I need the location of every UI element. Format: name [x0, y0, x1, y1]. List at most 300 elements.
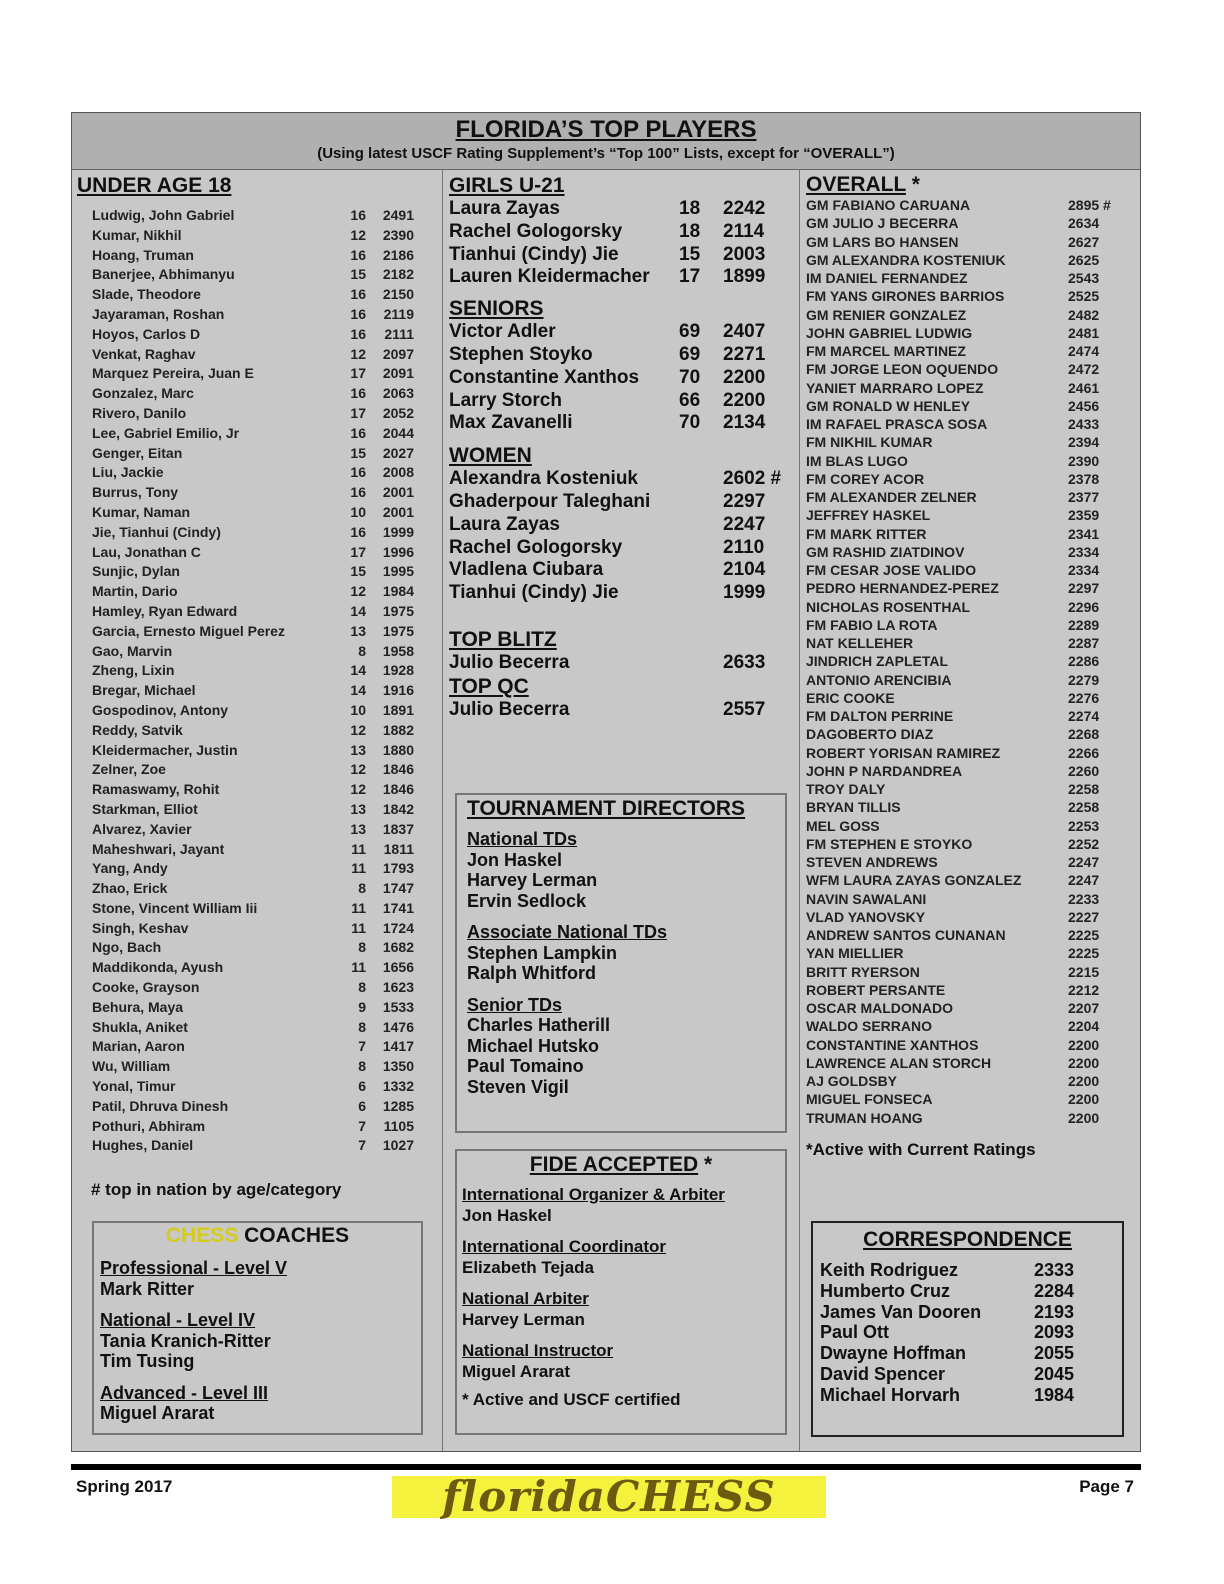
- table-row: [806, 343, 1136, 361]
- table-row: [92, 405, 437, 425]
- player-rating: 1476: [382, 1018, 414, 1035]
- table-row: [806, 982, 1136, 1000]
- player-rating: 1793: [382, 860, 414, 877]
- correspondent-name: Humberto Cruz: [820, 1280, 950, 1301]
- table-row: [806, 307, 1136, 325]
- player-rating: 1842: [382, 800, 414, 817]
- seniors-list: [449, 321, 794, 435]
- table-row: [92, 742, 437, 762]
- table-row: [92, 841, 437, 861]
- player-age: 17: [350, 543, 366, 560]
- table-row: [92, 563, 437, 583]
- player-age: 8: [358, 880, 366, 897]
- player-name: JEFFREY HASKEL: [806, 507, 931, 524]
- table-row: [449, 491, 794, 514]
- correspondent-rating: 2333: [1034, 1260, 1075, 1280]
- player-rating: 2461: [1068, 379, 1100, 396]
- player-age: 15: [350, 266, 366, 283]
- player-name: NAT KELLEHER: [806, 635, 914, 651]
- player-name: Lau, Jonathan C: [92, 543, 201, 560]
- seniors-title: SENIORS: [449, 297, 544, 321]
- table-row: [92, 603, 437, 623]
- table-row: [92, 326, 437, 346]
- player-name: WFM LAURA ZAYAS GONZALEZ: [806, 872, 1022, 889]
- table-row: [806, 471, 1136, 489]
- table-row: [806, 416, 1136, 434]
- player-name: Genger, Eitan: [92, 444, 183, 461]
- table-row: [806, 799, 1136, 817]
- player-age: 13: [350, 741, 366, 758]
- player-rating: 2334: [1068, 562, 1100, 578]
- player-rating: 1623: [382, 979, 414, 996]
- correspondent-rating: 2193: [1034, 1301, 1075, 1322]
- player-age: 16: [350, 484, 366, 501]
- table-row: [820, 1281, 1122, 1302]
- group-member: Ervin Sedlock: [467, 890, 587, 911]
- player-name: Sunjic, Dylan: [92, 563, 180, 580]
- player-name: Ramaswamy, Rohit: [92, 781, 220, 798]
- player-name: Vladlena Ciubara: [449, 559, 604, 581]
- player-rating: 2289: [1068, 616, 1100, 633]
- player-rating: 2200: [1068, 1073, 1100, 1089]
- player-name: Jayaraman, Roshan: [92, 305, 225, 322]
- player-name: STEVEN ANDREWS: [806, 854, 938, 870]
- group-member: Mark Ritter: [100, 1278, 195, 1299]
- table-row: [806, 380, 1136, 398]
- player-age: 12: [350, 781, 366, 798]
- player-name: YANIET MARRARO LOPEZ: [806, 379, 984, 396]
- table-row: [806, 1091, 1136, 1109]
- correspondent-name: Paul Ott: [820, 1322, 890, 1343]
- player-rating: 1984: [382, 583, 414, 600]
- player-rating: 2247: [1068, 872, 1100, 889]
- player-rating: 1846: [382, 761, 414, 778]
- player-name: Pothuri, Abhiram: [92, 1117, 206, 1134]
- table-row: [449, 344, 794, 367]
- overall-title: [806, 173, 1136, 197]
- correspondent-name: David Spencer: [820, 1363, 946, 1384]
- table-row: [449, 321, 794, 344]
- player-age: 13: [350, 800, 366, 817]
- player-name: ANDREW SANTOS CUNANAN: [806, 927, 1006, 943]
- table-row: [92, 544, 437, 564]
- player-name: AJ GOLDSBY: [806, 1073, 898, 1089]
- player-rating: 2286: [1068, 653, 1100, 670]
- player-rating: 2225: [1068, 927, 1100, 943]
- player-age: 70: [679, 412, 701, 434]
- player-rating: 2276: [1068, 689, 1100, 706]
- player-name: GM RENIER GONZALEZ: [806, 306, 967, 323]
- player-rating: 2287: [1068, 635, 1100, 651]
- table-row: [449, 514, 794, 537]
- player-age: 9: [358, 998, 366, 1015]
- player-rating: 2297: [1068, 580, 1100, 597]
- player-rating: 2482: [1068, 306, 1100, 323]
- player-name: FM YANS GIRONES BARRIOS: [806, 288, 1005, 305]
- player-name: Victor Adler: [449, 321, 556, 343]
- top-blitz-rating: 2633: [723, 651, 766, 673]
- player-name: Jie, Tianhui (Cindy): [92, 523, 221, 540]
- player-age: 17: [350, 404, 366, 421]
- tds-title: TOURNAMENT DIRECTORS: [467, 797, 746, 820]
- table-row: [92, 1098, 437, 1118]
- player-rating: 2433: [1068, 416, 1100, 432]
- group-member: Michael Hutsko: [467, 1035, 600, 1056]
- table-row: [92, 662, 437, 682]
- correspondence-box: [811, 1221, 1124, 1437]
- table-row: [820, 1364, 1122, 1385]
- overall-section: [806, 169, 1136, 1160]
- player-age: 10: [350, 503, 366, 520]
- player-age: 12: [350, 583, 366, 600]
- player-rating: 2247: [723, 513, 766, 535]
- player-rating: 2134: [723, 412, 766, 434]
- coaches-title-chess: CHESS: [165, 1224, 239, 1247]
- player-age: 7: [358, 1038, 366, 1055]
- player-name: Alvarez, Xavier: [92, 820, 192, 837]
- correspondent-rating: 1984: [1034, 1384, 1075, 1405]
- group-member: Stephen Lampkin: [467, 942, 618, 963]
- player-rating: 2111: [384, 325, 414, 342]
- player-age: 6: [358, 1078, 366, 1095]
- player-rating: 2200: [1068, 1036, 1100, 1053]
- table-row: [92, 939, 437, 959]
- table-row: [449, 582, 794, 605]
- group-member: Paul Tomaino: [467, 1056, 584, 1076]
- player-name: Kumar, Naman: [92, 503, 191, 520]
- table-row: [806, 544, 1136, 562]
- player-name: Yonal, Timur: [92, 1078, 176, 1095]
- table-row: [92, 524, 437, 544]
- player-rating: 1417: [382, 1038, 414, 1055]
- player-name: Rachel Gologorsky: [449, 220, 623, 242]
- player-name: FM STEPHEN E STOYKO: [806, 835, 973, 852]
- player-name: Slade, Theodore: [92, 286, 201, 303]
- player-rating: 2543: [1068, 270, 1100, 286]
- player-rating: 2200: [1068, 1109, 1100, 1126]
- table-row: [92, 643, 437, 663]
- player-name: IM RAFAEL PRASCA SOSA: [806, 416, 988, 432]
- footer-rule: [71, 1464, 1141, 1470]
- player-name: Bregar, Michael: [92, 682, 196, 699]
- player-rating: 2474: [1068, 343, 1100, 359]
- column-divider-2: [799, 169, 800, 1451]
- player-name: Singh, Keshav: [92, 919, 189, 936]
- fide-title-text: FIDE ACCEPTED: [529, 1153, 699, 1176]
- player-rating: 2625: [1068, 251, 1100, 268]
- group-label: National - Level IV: [100, 1310, 256, 1330]
- table-row: [92, 365, 437, 385]
- group-label: International Coordinator: [462, 1237, 666, 1256]
- player-name: Laura Zayas: [449, 198, 560, 219]
- player-rating: 2052: [382, 404, 414, 421]
- page-title: FLORIDA’S TOP PLAYERS: [455, 116, 757, 143]
- player-age: 8: [358, 1018, 366, 1035]
- group-member: Ralph Whitford: [467, 963, 596, 983]
- player-name: Max Zavanelli: [449, 412, 573, 434]
- player-age: 14: [350, 662, 366, 679]
- women-title: WOMEN: [449, 444, 532, 468]
- table-row: [806, 1110, 1136, 1128]
- table-row: [92, 1058, 437, 1078]
- player-name: Stephen Stoyko: [449, 343, 593, 365]
- overall-title-text: OVERALL: [806, 173, 906, 196]
- table-row: [806, 197, 1136, 215]
- table-row: [806, 635, 1136, 653]
- player-name: YAN MIELLIER: [806, 945, 904, 962]
- under18-footnote: # top in nation by age/category: [91, 1180, 342, 1200]
- fide-title: [457, 1153, 785, 1177]
- player-rating: 1656: [382, 959, 414, 976]
- table-row: [806, 361, 1136, 379]
- group-member: Steven Vigil: [467, 1076, 569, 1097]
- player-rating: 2150: [382, 286, 414, 303]
- table-row: [806, 398, 1136, 416]
- player-age: 16: [350, 523, 366, 540]
- player-age: 8: [358, 979, 366, 996]
- player-name: FM CESAR JOSE VALIDO: [806, 562, 977, 578]
- player-rating: 2378: [1068, 470, 1100, 487]
- player-rating: 1899: [723, 266, 766, 288]
- table-row: [92, 682, 437, 702]
- table-row: [92, 484, 437, 504]
- group-member: Tim Tusing: [100, 1351, 195, 1371]
- coaches-title: [94, 1224, 421, 1248]
- floridachess-logo: floridaCHESS: [392, 1476, 826, 1518]
- top-blitz-row: [449, 652, 794, 675]
- player-name: Hoang, Truman: [92, 246, 194, 263]
- table-row: [449, 468, 794, 491]
- player-age: 11: [351, 860, 366, 877]
- player-name: LAWRENCE ALAN STORCH: [806, 1054, 992, 1071]
- player-rating: 2407: [723, 321, 766, 343]
- player-rating: 1958: [382, 642, 414, 659]
- player-rating: 2091: [382, 365, 414, 382]
- table-row: [806, 818, 1136, 836]
- player-name: Lauren Kleidermacher: [449, 266, 650, 288]
- table-row: [92, 286, 437, 306]
- table-row: [806, 434, 1136, 452]
- player-name: Zheng, Lixin: [92, 662, 175, 679]
- player-rating: 2003: [723, 243, 766, 265]
- player-rating: 2114: [723, 220, 765, 242]
- player-rating: 2472: [1068, 361, 1100, 378]
- player-rating: 2044: [382, 424, 414, 441]
- player-rating: 1741: [382, 899, 414, 916]
- player-age: 10: [350, 701, 366, 718]
- player-name: JINDRICH ZAPLETAL: [806, 653, 949, 670]
- table-row: [820, 1302, 1122, 1323]
- table-row: [92, 1118, 437, 1138]
- player-name: Constantine Xanthos: [449, 366, 640, 388]
- player-name: Zhao, Erick: [92, 880, 168, 897]
- group-member: Miguel Ararat: [462, 1361, 571, 1381]
- table-row: [806, 270, 1136, 288]
- player-age: 14: [350, 602, 366, 619]
- player-name: Wu, William: [92, 1058, 171, 1075]
- player-name: BRYAN TILLIS: [806, 799, 901, 816]
- player-age: 11: [351, 919, 366, 936]
- table-row: [820, 1260, 1122, 1281]
- player-rating: 2215: [1068, 963, 1100, 980]
- table-row: [820, 1322, 1122, 1343]
- table-row: [806, 726, 1136, 744]
- player-name: FM DALTON PERRINE: [806, 708, 954, 724]
- table-row: [92, 346, 437, 366]
- group-label: International Organizer & Arbiter: [462, 1185, 725, 1204]
- player-name: FM MARCEL MARTINEZ: [806, 343, 966, 359]
- player-name: Ludwig, John Gabriel: [92, 207, 235, 223]
- table-row: [92, 761, 437, 781]
- table-row: [92, 1019, 437, 1039]
- player-rating: 1350: [382, 1058, 414, 1075]
- table-row: [449, 244, 794, 267]
- table-row: [92, 702, 437, 722]
- player-name: GM JULIO J BECERRA: [806, 215, 959, 232]
- table-row: [806, 781, 1136, 799]
- player-age: 69: [679, 343, 701, 365]
- player-name: TROY DALY: [806, 781, 886, 797]
- table-row: [92, 920, 437, 940]
- player-rating: 2895 #: [1068, 197, 1111, 213]
- player-age: 17: [350, 365, 366, 382]
- table-row: [806, 836, 1136, 854]
- footer-issue: Spring 2017: [76, 1477, 173, 1496]
- player-rating: 2258: [1068, 799, 1100, 816]
- column-divider-1: [442, 169, 443, 1451]
- player-name: BRITT RYERSON: [806, 963, 920, 980]
- player-age: 16: [350, 325, 366, 342]
- under18-section: [77, 169, 437, 1200]
- table-row: [806, 507, 1136, 525]
- girls-list: [449, 198, 794, 289]
- player-age: 12: [350, 345, 366, 362]
- table-row: [449, 559, 794, 582]
- overall-note: *Active with Current Ratings: [806, 1139, 1036, 1159]
- player-rating: 2182: [382, 266, 414, 283]
- player-name: Banerjee, Abhimanyu: [92, 266, 235, 283]
- player-name: Tianhui (Cindy) Jie: [449, 243, 619, 265]
- player-age: 12: [350, 226, 366, 243]
- table-row: [806, 964, 1136, 982]
- player-rating: 1999: [382, 523, 414, 540]
- player-age: 7: [358, 1137, 366, 1154]
- player-rating: 2227: [1068, 908, 1100, 925]
- player-name: Behura, Maya: [92, 998, 184, 1015]
- player-name: ROBERT PERSANTE: [806, 981, 946, 998]
- player-rating: 2008: [382, 464, 414, 481]
- player-rating: 2186: [382, 246, 414, 263]
- top-qc-name: Julio Becerra: [449, 698, 570, 720]
- overall-title-suffix: *: [905, 173, 920, 196]
- player-name: WALDO SERRANO: [806, 1018, 932, 1035]
- player-rating: 1811: [383, 840, 414, 857]
- group-member: Harvey Lerman: [467, 870, 598, 890]
- player-name: Martin, Dario: [92, 583, 178, 600]
- player-name: Hoyos, Carlos D: [92, 325, 201, 342]
- table-row: [449, 198, 794, 221]
- player-name: Shukla, Aniket: [92, 1018, 188, 1035]
- table-row: [806, 526, 1136, 544]
- player-name: FM FABIO LA ROTA: [806, 616, 938, 633]
- player-age: 16: [350, 246, 366, 263]
- player-name: FM MARK RITTER: [806, 525, 927, 542]
- player-rating: 2001: [382, 484, 414, 501]
- player-age: 11: [351, 959, 366, 976]
- table-row: [92, 464, 437, 484]
- player-age: 16: [350, 385, 366, 402]
- player-rating: 1916: [382, 682, 414, 699]
- player-rating: 2212: [1068, 981, 1100, 998]
- player-rating: 2200: [723, 389, 766, 411]
- player-name: Gonzalez, Marc: [92, 385, 194, 402]
- player-name: GM LARS BO HANSEN: [806, 233, 959, 250]
- player-age: 16: [350, 464, 366, 481]
- tds-box: [455, 793, 787, 1133]
- player-rating: 1027: [382, 1137, 414, 1154]
- player-name: GM RONALD W HENLEY: [806, 397, 971, 414]
- player-name: FM NIKHIL KUMAR: [806, 434, 933, 451]
- player-name: Ghaderpour Taleghani: [449, 490, 651, 512]
- player-rating: 2297: [723, 490, 766, 512]
- table-row: [806, 1018, 1136, 1036]
- player-name: Venkat, Raghav: [92, 345, 196, 362]
- player-rating: 2200: [1068, 1091, 1100, 1108]
- table-row: [806, 1055, 1136, 1073]
- table-row: [92, 247, 437, 267]
- player-rating: 1996: [382, 543, 414, 560]
- top-blitz-title: TOP BLITZ: [449, 627, 557, 651]
- player-rating: 2634: [1068, 215, 1100, 232]
- table-row: [806, 745, 1136, 763]
- correspondent-rating: 2045: [1034, 1363, 1075, 1384]
- table-row: [806, 215, 1136, 233]
- player-rating: 2247: [1068, 854, 1100, 870]
- player-age: [679, 491, 715, 514]
- player-name: Yang, Andy: [92, 860, 168, 877]
- table-row: [806, 1000, 1136, 1018]
- table-row: [92, 1078, 437, 1098]
- table-row: [449, 367, 794, 390]
- table-row: [92, 306, 437, 326]
- table-row: [449, 412, 794, 435]
- table-row: [806, 690, 1136, 708]
- player-rating: 2481: [1068, 324, 1100, 341]
- table-row: [806, 927, 1136, 945]
- player-name: VLAD YANOVSKY: [806, 908, 926, 925]
- player-rating: 2200: [1068, 1054, 1100, 1071]
- player-rating: 1891: [382, 701, 414, 718]
- under18-list: [92, 207, 437, 1157]
- player-rating: 2491: [382, 207, 414, 223]
- player-name: Liu, Jackie: [92, 464, 164, 481]
- correspondent-name: Dwayne Hoffman: [820, 1343, 967, 1364]
- player-name: IM BLAS LUGO: [806, 452, 908, 469]
- player-name: ROBERT YORISAN RAMIREZ: [806, 744, 1001, 761]
- correspondent-name: James Van Dooren: [820, 1301, 982, 1322]
- player-name: Hughes, Daniel: [92, 1137, 194, 1154]
- player-rating: 2627: [1068, 233, 1100, 250]
- coaches-box: [92, 1221, 423, 1435]
- player-name: Laura Zayas: [449, 513, 560, 535]
- table-row: [92, 583, 437, 603]
- player-rating: 2602 #: [723, 468, 782, 490]
- player-name: JOHN GABRIEL LUDWIG: [806, 324, 973, 341]
- correspondence-title: CORRESPONDENCE: [863, 1228, 1072, 1251]
- player-rating: 2252: [1068, 835, 1100, 852]
- player-age: [679, 582, 715, 605]
- player-name: Marquez Pereira, Juan E: [92, 365, 254, 382]
